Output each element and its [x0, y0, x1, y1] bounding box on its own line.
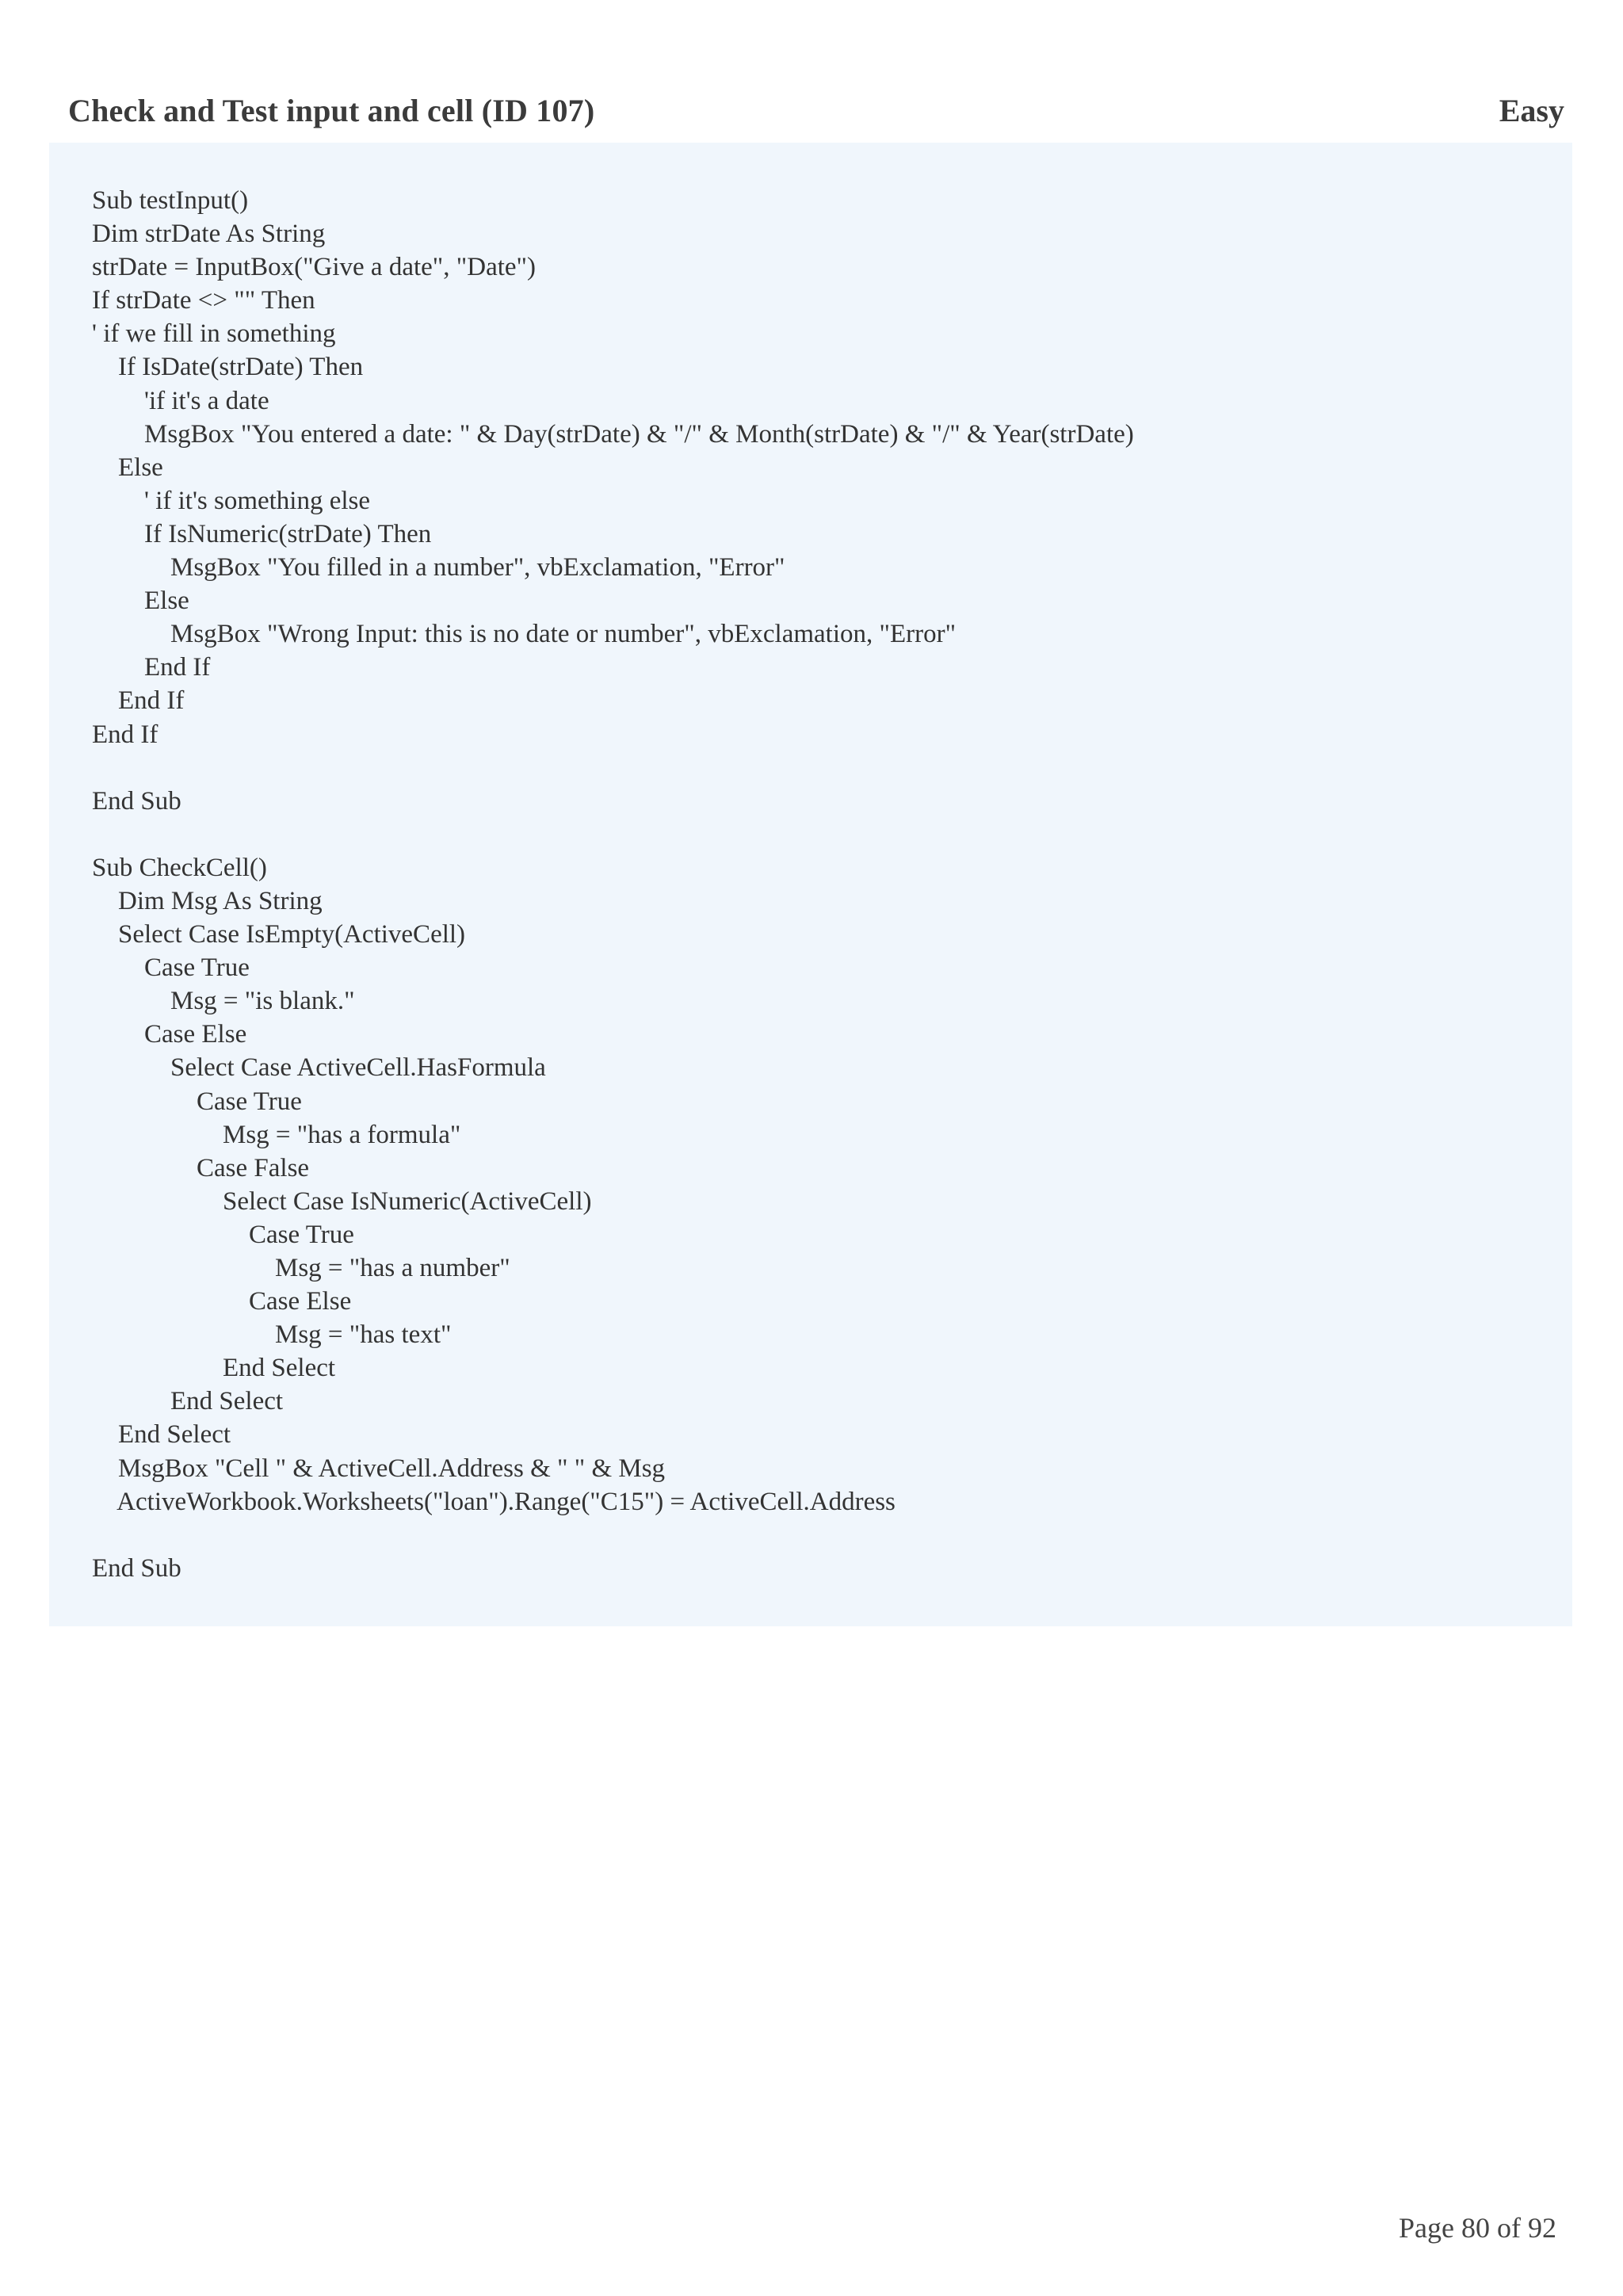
code-line: Case True	[92, 953, 250, 983]
code-line: Select Case ActiveCell.HasFormula	[92, 1053, 546, 1083]
page-header	[68, 86, 1564, 135]
code-line: End If	[92, 720, 158, 749]
code-line	[92, 751, 1572, 785]
code-line: End Sub	[92, 786, 181, 816]
code-line: Else	[92, 586, 189, 616]
page-number: Page 80 of 92	[1399, 2212, 1556, 2244]
code-line: MsgBox "Wrong Input: this is no date or number", vbExclamation, "Error"	[92, 620, 957, 649]
code-line: If IsDate(strDate) Then	[92, 353, 364, 382]
code-line: Msg = "has a formula"	[92, 1120, 461, 1149]
code-line: End If	[92, 653, 211, 682]
code-line: Case True	[92, 1087, 302, 1116]
code-line: Dim strDate As String	[92, 220, 326, 249]
code-line: Sub CheckCell()	[92, 853, 267, 882]
code-line: Case Else	[92, 1287, 352, 1316]
code-line: Case Else	[92, 1020, 247, 1049]
code-line	[92, 1519, 1572, 1552]
code-line: End Select	[92, 1354, 336, 1383]
code-line: Msg = "is blank."	[92, 987, 355, 1016]
code-line: 'if it's a date	[92, 386, 269, 415]
code-line: Case True	[92, 1220, 354, 1249]
difficulty-label: Easy	[1499, 92, 1564, 128]
code-line: Select Case IsNumeric(ActiveCell)	[92, 1186, 592, 1216]
code-line: ' if it's something else	[92, 486, 371, 515]
code-line: ' if we fill in something	[92, 319, 336, 349]
code-line: Sub testInput()	[92, 186, 249, 215]
code-line: Case False	[92, 1153, 310, 1182]
code-line: Msg = "has text"	[92, 1320, 452, 1350]
code-line: End Sub	[92, 1553, 181, 1583]
code-line: If strDate <> "" Then	[92, 286, 315, 315]
code-line: MsgBox "You entered a date: " & Day(strDate) & "/" & Month(strDate) & "/" & Year(strDate)	[92, 419, 1134, 449]
code-line: MsgBox "Cell " & ActiveCell.Address & " " & Msg	[92, 1454, 666, 1483]
code-line: End Select	[92, 1420, 231, 1450]
code-line	[92, 818, 1572, 851]
code-line: strDate = InputBox("Give a date", "Date")	[92, 253, 536, 282]
code-line: Msg = "has a number"	[92, 1254, 510, 1282]
page-title: Check and Test input and cell (ID 107)	[68, 92, 595, 128]
code-line: Else	[92, 453, 163, 482]
code-line: Dim Msg As String	[92, 886, 323, 915]
code-line: MsgBox "You filled in a number", vbExclamation, "Error"	[92, 553, 785, 583]
code-block	[49, 143, 1572, 1626]
code-line: End Select	[92, 1387, 284, 1416]
code-line: ActiveWorkbook.Worksheets("loan").Range("C15") = ActiveCell.Address	[92, 1487, 896, 1516]
code-line: End If	[92, 686, 185, 716]
code-line: Select Case IsEmpty(ActiveCell)	[92, 920, 466, 949]
code-line: If IsNumeric(strDate) Then	[92, 519, 432, 548]
